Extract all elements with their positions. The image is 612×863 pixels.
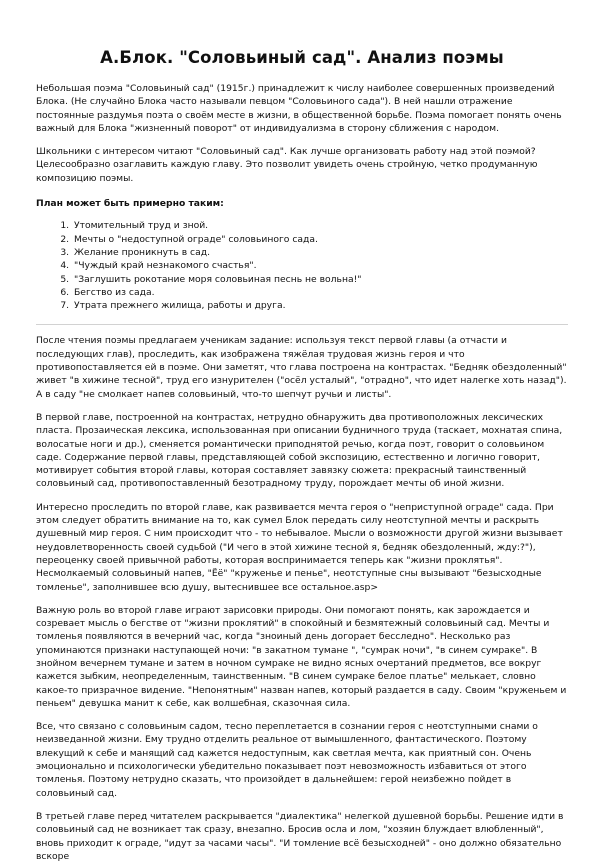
intro-paragraph-2: Школьники с интересом читают "Соловьиный сад". Как лучше организовать работу над этой поэмой? Целесообразно озаглавить каждую главу. Это позволит увидеть очень стройную, четко продуманную композицию поэмы. — [36, 146, 538, 184]
plan-item: 2. Мечты о "недоступной ограде" соловьиного сада. — [72, 233, 568, 246]
plan-item: 7. Утрата прежнего жилища, работы и друга. — [72, 299, 568, 312]
plan-title: План может быть примерно таким: — [36, 198, 224, 210]
plan-item: 4. "Чуждый край незнакомого счастья". — [72, 259, 568, 272]
body-paragraph-3: Интересно проследить по второй главе, как развивается мечта героя о "неприступной ограде" сада. При этом следует обратить внимание на то, как сумел Блок передать силу неотступной мечты и раскрыть душевный мир героя. С ним происходит что - то небывалое. Мысли о возможности другой жизни вызывает неудовлетворенность своей судьбой ("И чего в этой хижине тесной я, бедняк обездоленный, жду:?"), переоценку своей привычной работы, которая воспринимается теперь как "жизни проклятья". Несмолкаемый соловьиный напев, "Ёё" "круженье и пенье", неотступные сны вызывают "безысходные томленье", заполнившее всю душу, вытеснившее все остальное.asp> — [36, 501, 563, 593]
body-paragraph-1: После чтения поэмы предлагаем ученикам задание: используя текст первой главы (а отчасти и последующих глав), проследить, как изображена тяжёлая трудовая жизнь героя и что противопоставляется ей в поэме. Они заметят, что глава построена на контрастах. "Бедняк обездоленный" живет "в хижине тесной", труд его изнурителен ("осёл усталый", "отрадно", что идет налегке хоть назад"). А в саду "не смолкает напев соловьиный, что-то шепчут ручьи и листы". — [36, 335, 567, 400]
plan-item: 6. Бегство из сада. — [72, 286, 568, 299]
plan-list — [36, 219, 568, 312]
intro-paragraph-1: Небольшая поэма "Соловьиный сад" (1915г.) принадлежит к числу наиболее совершенных произведений Блока. (Не случайно Блока часто называли певцом "Соловьиного сада"). В ней нашли отражение постоянные раздумья поэта о своём месте в жизни, в общественной борьбе. Поэма помогает понять очень важный для Блока "жизненный поворот" от индивидуализма в сторону сближения с народом. — [36, 83, 562, 134]
plan-item: 3. Желание проникнуть в сад. — [72, 246, 568, 259]
divider — [36, 324, 568, 325]
body-paragraph-5: Все, что связано с соловьиным садом, тесно переплетается в сознании героя с неотступными снами о неизведанной жизни. Ему трудно отделить реальное от вымышленного, фантастического. Поэтому влекущий к себе и манящий сад кажется недоступным, как светлая мечта, как приятный сон. Очень эмоционально и психологически убедительно показывает поэт невозможность избавиться от этого томленья. Поэтому нетрудно сказать, что произойдет в дальнейшем: герой неизбежно пойдет в соловьиный сад. — [36, 721, 538, 799]
body-paragraph-6: В третьей главе перед читателем раскрывается "диалектика" нелегкой душевной борьбы. Решение идти в соловьиный сад не возникает так сразу, внезапно. Бросив осла и лом, "хозяин блуждает влюбленный", вновь приходит к ограде, "идут за часами часы". "И томление всё безысходней" - оно должно обязательно вскоре — [36, 810, 564, 862]
plan-item: 1. Утомительный труд и зной. — [72, 219, 568, 232]
body-paragraph-4: Важную роль во второй главе играют зарисовки природы. Они помогают понять, как зарождается и созревает мысль о бегстве от "жизни проклятий" в спокойный и безмятежный соловьиный сад. Мечты и томленья появляются в вечерний час, когда "зноиный день догорает бесследно". Несколько раз упоминаются признаки наступающей ночи: "в закатном тумане ", "сумрак ночи", "в синем сумраке". В знойном вечернем тумане и затем в ночном сумраке не видно ясных очертаний предметов, все вокруг кажется зыбким, неопределенным, таинственным. "В синем сумраке белое платье" мелькает, словно какое-то призрачное видение. "Непонятным" назван напев, который раздается в саду. Своим "круженьем и пеньем" девушка манит к себе, как волшебная, сказочная сила. — [36, 604, 567, 709]
body-paragraph-2: В первой главе, построенной на контрастах, нетрудно обнаружить два противоположных лексических пласта. Прозаическая лексика, использованная при описании будничного труда (таскает, мохнатая спина, волосатые ноги и др.), сменяется романтически приподнятой речью, когда поэт, говорит о соловьином саде. Содержание первой главы, представляющей собой экспозицию, естественно и логично говорит, мотивирует события второй главы, которая составляет завязку сюжета: прекрасный таинственный соловьиный сад, противопоставленный безотрадному труду, порождает мечты об иной жизни. — [36, 411, 563, 490]
page-title: А.Блок. "Соловьиный сад". Анализ поэмы — [100, 48, 504, 67]
plan-item: 5. "Заглушить рокотание моря соловьиная песнь не вольна!" — [72, 273, 568, 286]
